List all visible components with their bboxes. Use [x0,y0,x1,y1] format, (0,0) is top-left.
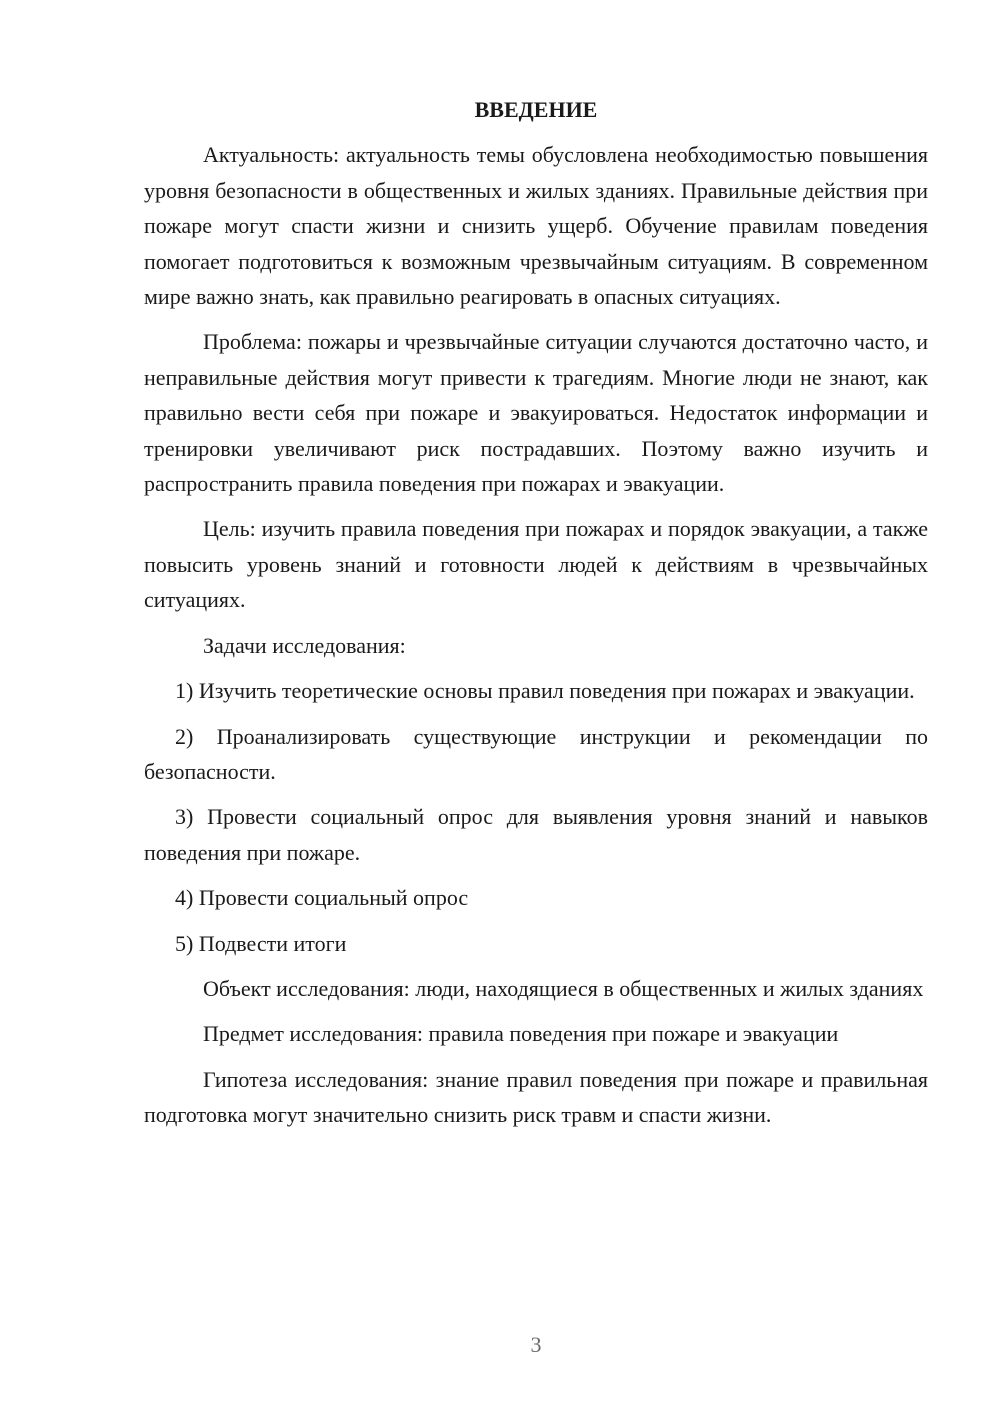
tasks-list [144,673,928,961]
section-heading: ВВЕДЕНИЕ [474,97,598,122]
object-paragraph: Объект исследования: люди, находящиеся в общественных и жилых зданиях [203,975,924,1001]
task-item: 5) Подвести итоги [175,930,347,956]
goal-paragraph: Цель: изучить правила поведения при пожарах и порядок эвакуации, а также повысить уровень знаний и готовности людей к действиям в чрезвычайных ситуациях. [144,516,928,613]
page-number: 3 [530,1332,542,1357]
task-item: 4) Провести социальный опрос [175,885,469,911]
document-body [144,92,928,1143]
task-item: 3) Провести социальный опрос для выявления уровня знаний и навыков поведения при пожаре. [144,804,928,865]
subject-paragraph: Предмет исследования: правила поведения при пожаре и эвакуации [203,1021,839,1047]
hypothesis-paragraph: Гипотеза исследования: знание правил поведения при пожаре и правильная подготовка могут значительно снизить риск травм и спасти жизни. [144,1066,928,1128]
task-item: 1) Изучить теоретические основы правил поведения при пожарах и эвакуации. [175,678,915,704]
relevance-paragraph: Актуальность: актуальность темы обусловлена необходимостью повышения уровня безопасности в общественных и жилых зданиях. Правильные действия при пожаре могут спасти жизни и снизить ущерб. Обучение правилам поведения помогает подготовиться к возможным чрезвычайным ситуациям. В современном мире важно знать, как правильно реагировать в опасных ситуациях. [144,142,928,310]
tasks-title: Задачи исследования: [203,632,406,658]
task-item: 2) Проанализировать существующие инструкции и рекомендации по безопасности. [144,723,928,784]
problem-paragraph: Проблема: пожары и чрезвычайные ситуации случаются достаточно часто, и неправильные действия могут привести к трагедиям. Многие люди не знают, как правильно вести себя при пожаре и эвакуироваться. Недостаток информации и тренировки увеличивают риск пострадавших. Поэтому важно изучить и распространить правила поведения при пожарах и эвакуации. [144,329,928,497]
